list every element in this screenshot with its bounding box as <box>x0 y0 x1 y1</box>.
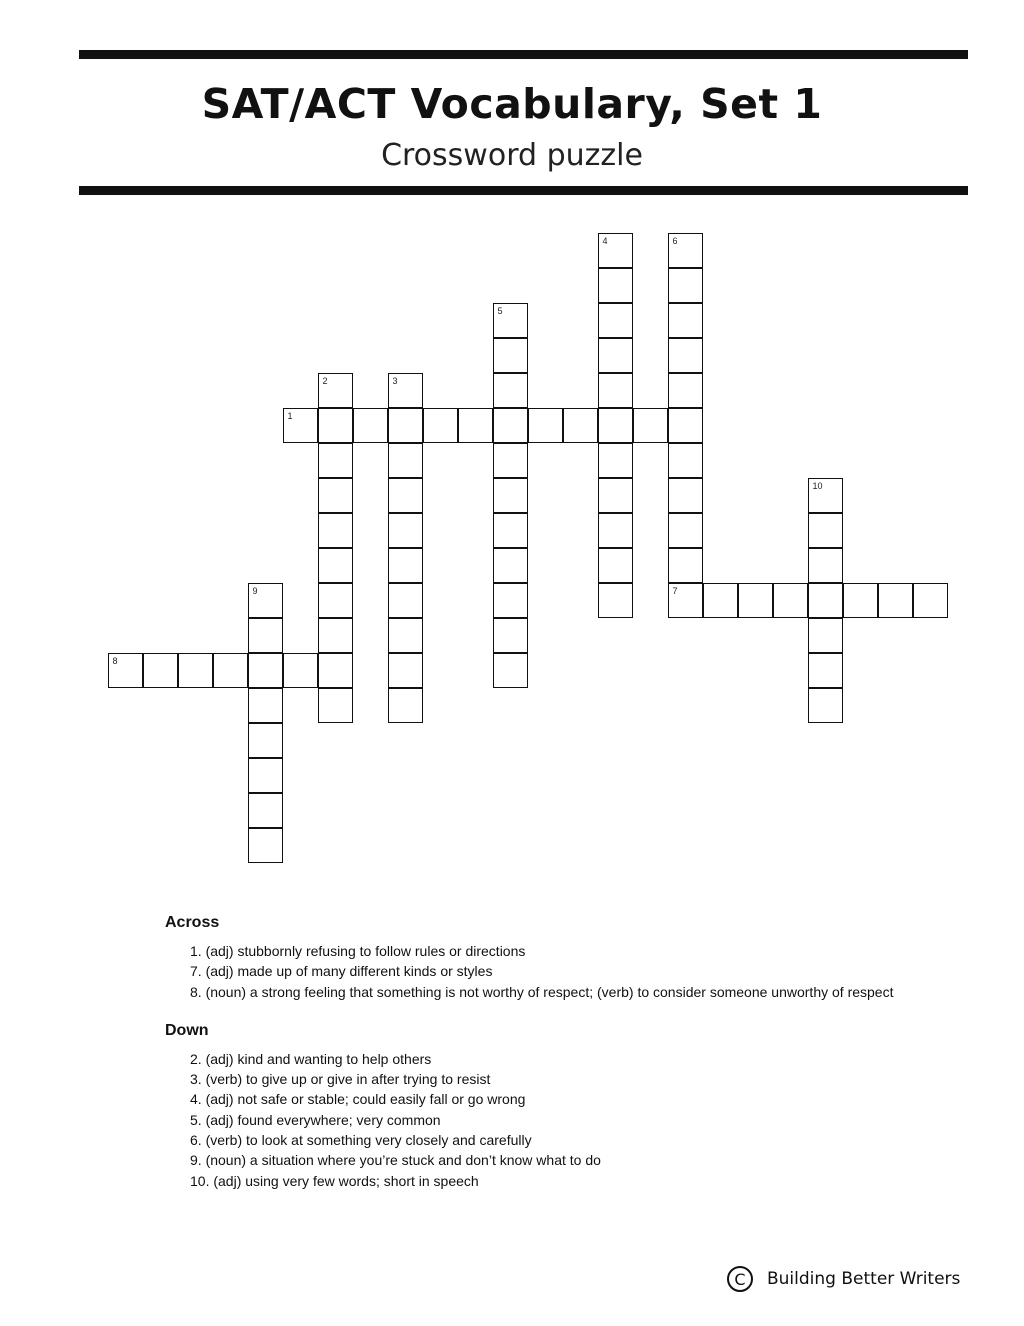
crossword-cell[interactable] <box>668 373 703 408</box>
crossword-cell[interactable] <box>668 408 703 443</box>
crossword-cell[interactable] <box>878 583 913 618</box>
crossword-cell[interactable] <box>808 618 843 653</box>
crossword-cell[interactable] <box>668 233 703 268</box>
across-heading: Across <box>165 914 220 931</box>
crossword-cell[interactable] <box>423 408 458 443</box>
crossword-cell[interactable] <box>458 408 493 443</box>
crossword-cell[interactable] <box>808 548 843 583</box>
down-clue: 3. (verb) to give up or give in after trying to resist <box>190 1071 491 1088</box>
clue-number: 2 <box>322 376 328 386</box>
crossword-cell[interactable] <box>668 338 703 373</box>
crossword-cell[interactable] <box>318 548 353 583</box>
crossword-cell[interactable] <box>668 478 703 513</box>
crossword-cell[interactable] <box>493 583 528 618</box>
crossword-cell[interactable] <box>388 373 423 408</box>
crossword-cell[interactable] <box>668 443 703 478</box>
crossword-cell[interactable] <box>493 548 528 583</box>
crossword-cell[interactable] <box>493 513 528 548</box>
across-clue: 1. (adj) stubbornly refusing to follow rules or directions <box>190 943 526 959</box>
crossword-cell[interactable] <box>493 653 528 688</box>
footer <box>727 1263 960 1295</box>
crossword-cell[interactable] <box>808 583 843 618</box>
crossword-cell[interactable] <box>318 443 353 478</box>
crossword-cell[interactable] <box>493 338 528 373</box>
crossword-cell[interactable] <box>318 583 353 618</box>
crossword-cell[interactable] <box>388 548 423 583</box>
crossword-cell[interactable] <box>248 723 283 758</box>
crossword-cell[interactable] <box>598 513 633 548</box>
crossword-cell[interactable] <box>178 653 213 688</box>
crossword-cell[interactable] <box>318 408 353 443</box>
footer-credit: Building Better Writers <box>767 1269 961 1289</box>
crossword-cell[interactable] <box>493 443 528 478</box>
clue-number: 9 <box>252 586 258 596</box>
across-clue-list <box>165 941 985 1002</box>
crossword-cell[interactable] <box>913 583 948 618</box>
page-title: SAT/ACT Vocabulary, Set 1 <box>201 80 823 128</box>
copyright-icon: C <box>727 1266 753 1292</box>
clue-number: 5 <box>497 306 503 316</box>
crossword-cell[interactable] <box>248 688 283 723</box>
crossword-cell[interactable] <box>808 688 843 723</box>
crossword-cell[interactable] <box>213 653 248 688</box>
crossword-cell[interactable] <box>318 373 353 408</box>
clue-number: 4 <box>602 236 608 246</box>
crossword-cell[interactable] <box>388 478 423 513</box>
crossword-cell[interactable] <box>388 513 423 548</box>
crossword-cell[interactable] <box>598 443 633 478</box>
crossword-cell[interactable] <box>388 653 423 688</box>
across-clue: 7. (adj) made up of many different kinds or styles <box>190 963 493 980</box>
crossword-cell[interactable] <box>668 548 703 583</box>
crossword-cell[interactable] <box>388 618 423 653</box>
down-clue: 9. (noun) a situation where you’re stuck and don’t know what to do <box>190 1152 601 1169</box>
down-clue: 4. (adj) not safe or stable; could easily fall or go wrong <box>190 1091 526 1108</box>
crossword-cell[interactable] <box>598 373 633 408</box>
crossword-cell[interactable] <box>388 688 423 723</box>
clue-number: 7 <box>672 586 678 596</box>
crossword-cell[interactable] <box>493 478 528 513</box>
crossword-cell[interactable] <box>493 373 528 408</box>
crossword-cell[interactable] <box>493 408 528 443</box>
crossword-cell[interactable] <box>598 583 633 618</box>
crossword-cell[interactable] <box>598 233 633 268</box>
crossword-cell[interactable] <box>318 688 353 723</box>
clue-number: 8 <box>112 656 118 666</box>
crossword-cell[interactable] <box>248 618 283 653</box>
crossword-cell[interactable] <box>598 408 633 443</box>
clues-section <box>165 914 985 1211</box>
crossword-cell[interactable] <box>668 303 703 338</box>
crossword-cell[interactable] <box>598 338 633 373</box>
down-clue: 5. (adj) found everywhere; very common <box>190 1111 441 1128</box>
crossword-cell[interactable] <box>388 443 423 478</box>
crossword-cell[interactable] <box>843 583 878 618</box>
crossword-cell[interactable] <box>528 408 563 443</box>
crossword-cell[interactable] <box>318 618 353 653</box>
crossword-cell[interactable] <box>388 583 423 618</box>
crossword-cell[interactable] <box>283 408 318 443</box>
crossword-cell[interactable] <box>563 408 598 443</box>
crossword-cell[interactable] <box>668 583 703 618</box>
crossword-cell[interactable] <box>248 793 283 828</box>
clue-number: 6 <box>672 236 678 246</box>
crossword-cell[interactable] <box>143 653 178 688</box>
crossword-cell[interactable] <box>808 513 843 548</box>
crossword-cell[interactable] <box>388 408 423 443</box>
crossword-cell[interactable] <box>248 758 283 793</box>
crossword-cell[interactable] <box>633 408 668 443</box>
down-clue: 2. (adj) kind and wanting to help others <box>190 1050 432 1067</box>
crossword-cell[interactable] <box>353 408 388 443</box>
crossword-cell[interactable] <box>283 653 318 688</box>
crossword-cell[interactable] <box>493 618 528 653</box>
crossword-cell[interactable] <box>108 653 143 688</box>
clue-number: 1 <box>287 411 293 421</box>
crossword-cell[interactable] <box>598 268 633 303</box>
crossword-cell[interactable] <box>493 303 528 338</box>
crossword-cell[interactable] <box>668 268 703 303</box>
crossword-cell[interactable] <box>598 303 633 338</box>
crossword-cell[interactable] <box>808 478 843 513</box>
crossword-cell[interactable] <box>808 653 843 688</box>
crossword-cell[interactable] <box>248 583 283 618</box>
crossword-cell[interactable] <box>318 478 353 513</box>
clue-number: 3 <box>392 376 398 386</box>
crossword-cell[interactable] <box>738 583 773 618</box>
crossword-cell[interactable] <box>668 513 703 548</box>
crossword-cell[interactable] <box>598 548 633 583</box>
across-clue: 8. (noun) a strong feeling that something is not worthy of respect; (verb) to consider someone unworthy of respect <box>190 983 894 1000</box>
crossword-cell[interactable] <box>773 583 808 618</box>
crossword-cell[interactable] <box>318 513 353 548</box>
down-clue-list <box>165 1049 985 1191</box>
page-subtitle: Crossword puzzle <box>381 138 643 173</box>
down-clue: 6. (verb) to look at something very closely and carefully <box>190 1132 532 1149</box>
crossword-cell[interactable] <box>248 828 283 863</box>
crossword-cell[interactable] <box>703 583 738 618</box>
down-clue: 10. (adj) using very few words; short in speech <box>190 1172 479 1189</box>
crossword-cell[interactable] <box>318 653 353 688</box>
crossword-cell[interactable] <box>598 478 633 513</box>
down-heading: Down <box>165 1021 209 1039</box>
crossword-cell[interactable] <box>248 653 283 688</box>
clue-number: 10 <box>812 481 823 491</box>
